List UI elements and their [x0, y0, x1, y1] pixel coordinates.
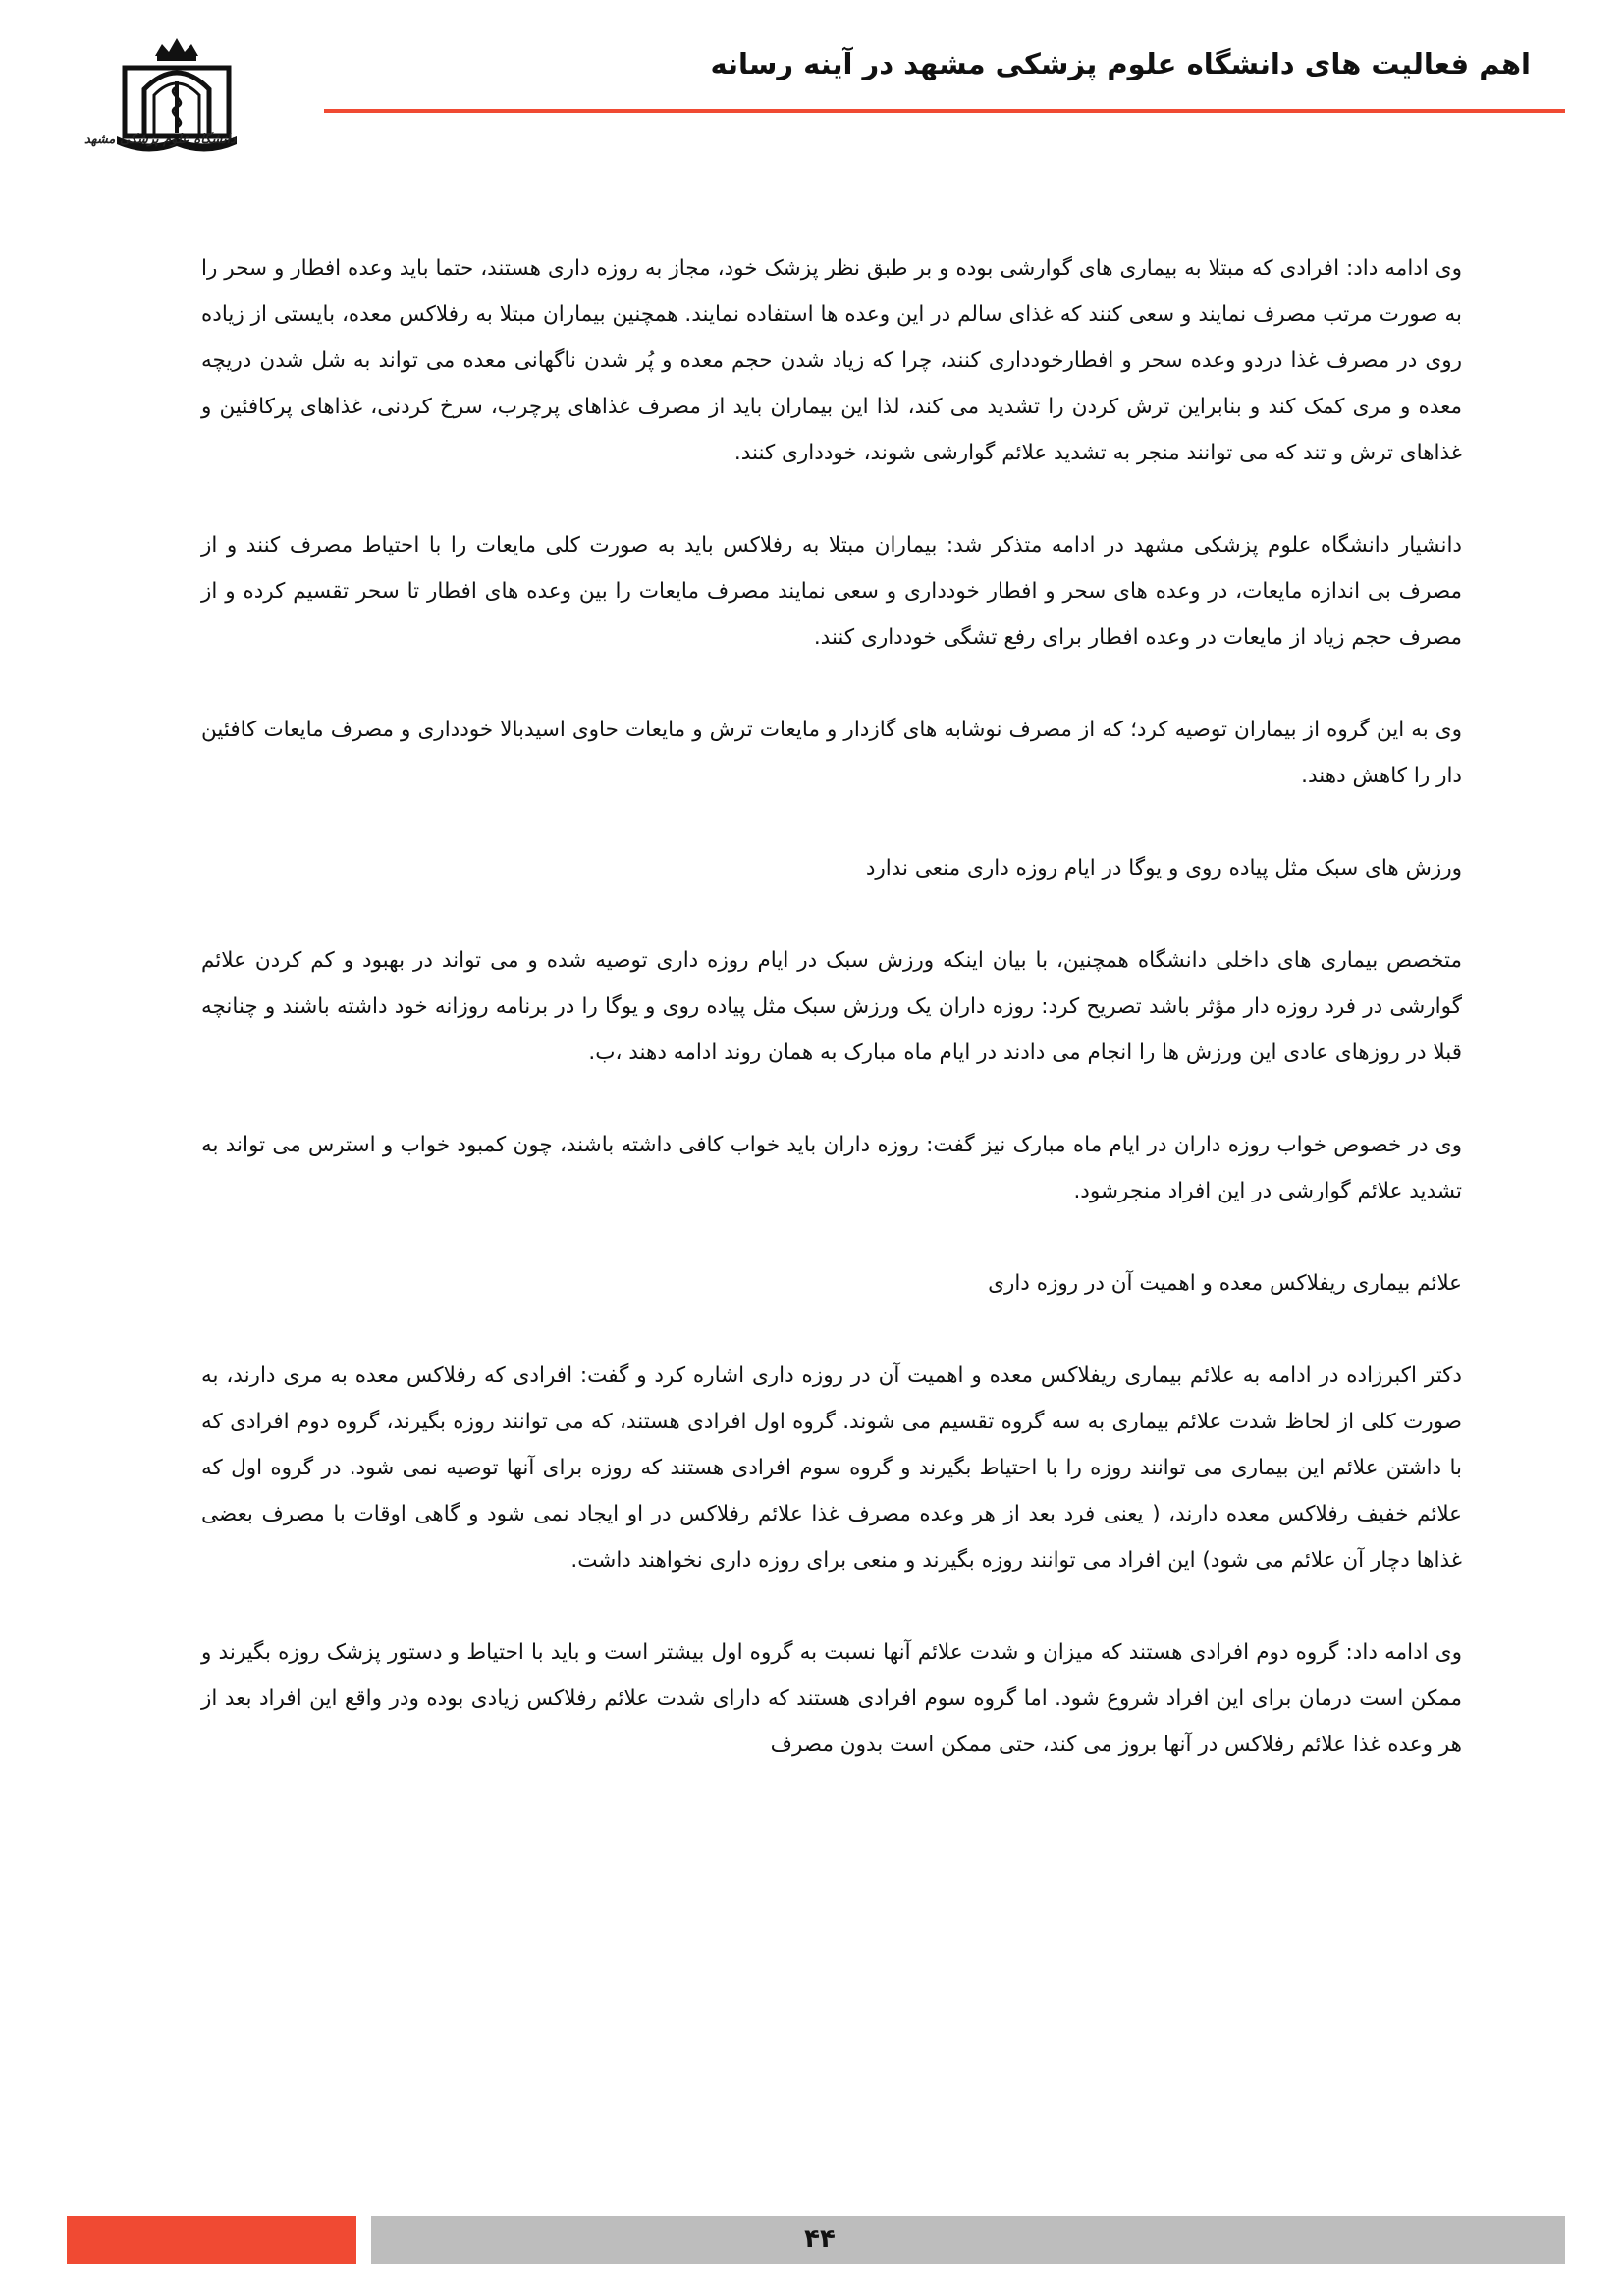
- article-body: [201, 245, 1462, 1768]
- paragraph-fasting-diet: وی ادامه داد: افرادی که مبتلا به بیماری های گوارشی بوده و بر طبق نظر پزشک خود، مجاز به روزه داری هستند، حتما باید وعده افطار و سحر را به صورت مرتب مصرف نمایند و سعی کنند که غذای سالم در این وعده ها استفاده نمایند. همچنین بیماران مبتلا به رفلاکس معده، بایستی از زیاده روی در مصرف غذا دردو وعده سحر و افطارخودداری کنند، چرا که زیاد شدن حجم معده و پُر شدن ناگهانی معده می تواند به شل شدن دریچه معده و مری کمک کند و بنابراین ترش کردن را تشدید می کند، لذا این بیماران باید از مصرف غذاهای پرچرب، سرخ کردنی، غذاهای پرکافئین و غذاهای ترش و تند که می توانند منجر به تشدید علائم گوارشی شوند، خودداری کنند.: [201, 256, 1462, 465]
- paragraph-exercise-advice: متخصص بیماری های داخلی دانشگاه همچنین، با بیان اینکه ورزش سبک در ایام روزه داری توصیه شده و می تواند در بهبود و کم کردن علائم گوارشی در فرد روزه دار مؤثر باشد تصریح کرد: روزه داران یک ورزش سبک مثل پیاده روی و یوگا را در برنامه روزانه خود داشته باشند و چنانچه قبلا در روزهای عادی این ورزش ها را انجام می دادند در ایام ماه مبارک به همان روند ادامه دهند ،ب.: [201, 948, 1462, 1065]
- paragraph-fluids-advice: دانشیار دانشگاه علوم پزشکی مشهد در ادامه متذکر شد: بیماران مبتلا به رفلاکس باید به صورت کلی مایعات را با احتیاط مصرف کنند و از مصرف بی اندازه مایعات، در وعده های سحر و افطار خودداری و سعی نمایند مصرف مایعات را بین وعده های افطار تا سحر تقسیم کرده و از مصرف حجم زیاد از مایعات در وعده افطار برای رفع تشگی خودداری کنند.: [201, 533, 1462, 650]
- footer-accent-bar: [67, 2216, 356, 2264]
- subheading-light-exercise: ورزش های سبک مثل پیاده روی و یوگا در ایام روزه داری منعی ندارد: [865, 856, 1462, 881]
- page-number: ۴۴: [804, 2224, 836, 2254]
- footer-gray-bar: [371, 2216, 1565, 2264]
- logo-caption: دانشگاه علوم پزشکی مشهد: [83, 133, 236, 147]
- header-title: اهم فعالیت های دانشگاه علوم پزشکی مشهد در آینه رسانه: [710, 47, 1531, 80]
- header-divider: [324, 109, 1565, 113]
- paragraph-drinks-advice: وی به این گروه از بیماران توصیه کرد؛ که از مصرف نوشابه های گازدار و مایعات ترش و مایعات حاوی اسیدبالا خودداری و مصرف مایعات کافئین دار را کاهش دهند.: [201, 718, 1462, 788]
- subheading-reflux-symptoms: علائم بیماری ریفلاکس معده و اهمیت آن در روزه داری: [988, 1271, 1462, 1296]
- page-header: [0, 0, 1624, 157]
- paragraph-patient-groups: دکتر اکبرزاده در ادامه به علائم بیماری ریفلاکس معده و اهمیت آن در روزه داری اشاره کرد و گفت: افرادی که رفلاکس معده به مری دارند، به صورت کلی از لحاظ شدت علائم بیماری به سه گروه تقسیم می شوند. گروه اول افرادی هستند، که می توانند روزه بگیرند، گروه دوم افرادی که با داشتن علائم این بیماری می توانند روزه را با احتیاط بگیرند و گروه سوم افرادی هستند که روزه برای آنها توصیه نمی شود. در گروه اول که علائم خفیف رفلاکس معده دارند، ( یعنی فرد بعد از هر وعده مصرف غذا علائم رفلاکس در او ایجاد نمی شود و گاهی اوقات با مصرف بعضی غذاها دچار آن علائم می شود) این افراد می توانند روزه بگیرند و منعی برای روزه داری نخواهند داشت.: [201, 1363, 1462, 1573]
- paragraph-second-third-groups: وی ادامه داد: گروه دوم افرادی هستند که میزان و شدت علائم آنها نسبت به گروه اول بیشتر است و باید با احتیاط و دستور پزشک روزه بگیرند و ممکن است درمان برای این افراد شروع شود. اما گروه سوم افرادی هستند که دارای شدت علائم رفلاکس زیادی بوده ودر واقع این افراد بعد از هر وعده غذا علائم رفلاکس در آنها بروز می کند، حتی ممکن است بدون مصرف: [201, 1640, 1462, 1757]
- paragraph-sleep-advice: وی در خصوص خواب روزه داران در ایام ماه مبارک نیز گفت: روزه داران باید خواب کافی داشته باشند، چون کمبود خواب و استرس می تواند به تشدید علائم گوارشی در این افراد منجرشود.: [201, 1133, 1462, 1203]
